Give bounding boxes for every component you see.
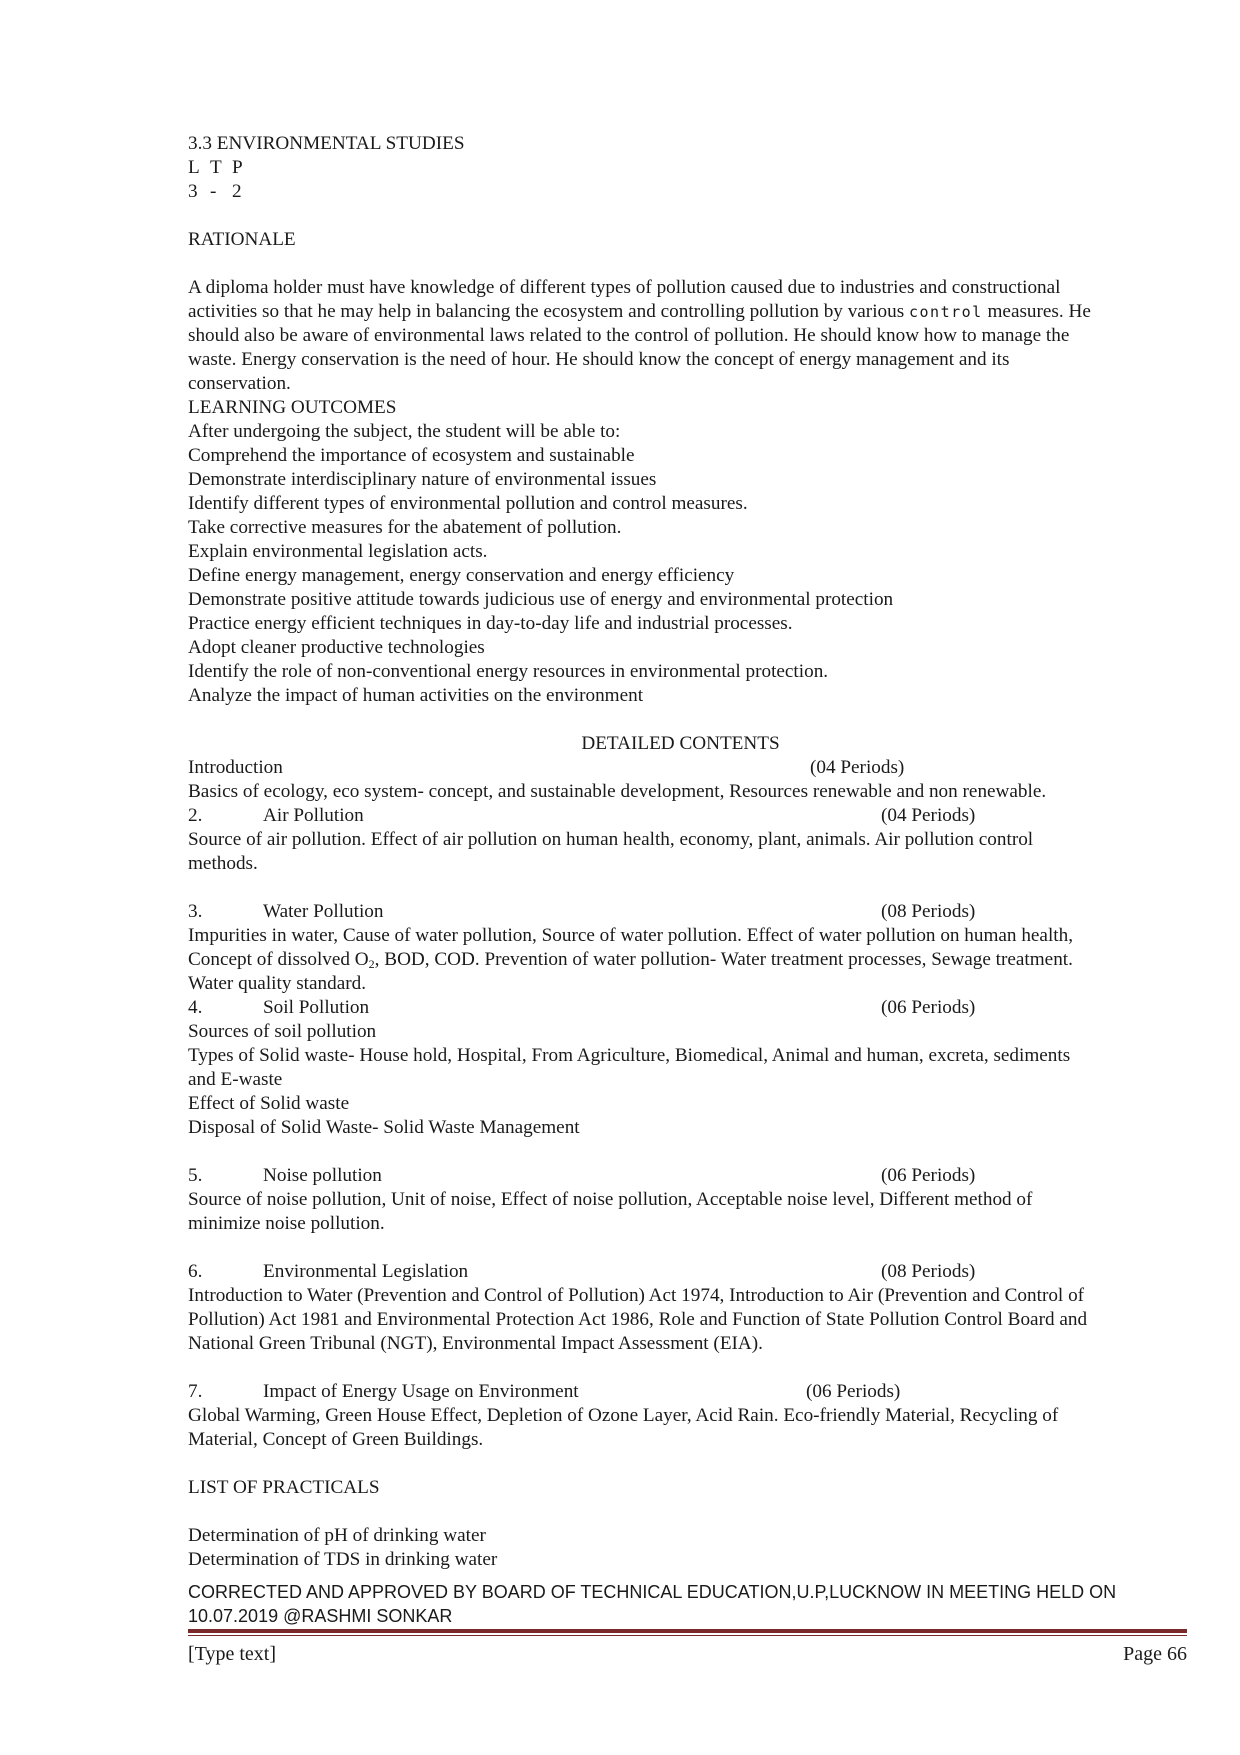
section-periods: (06 Periods) — [806, 1381, 901, 1402]
rationale-line: waste. Energy conservation is the need of hour. He should know the concept of energy management and its — [188, 349, 1010, 370]
section-text: Impurities in water, Cause of water pollution, Source of water pollution. Effect of water pollution on human health, — [188, 925, 1074, 946]
section-number: 5. — [188, 1165, 203, 1186]
section-text — [188, 948, 1173, 972]
rationale-line: should also be aware of environmental laws related to the control of pollution. He should know how to manage the — [188, 325, 1070, 346]
section-periods: (08 Periods) — [881, 1261, 976, 1282]
rationale-line: conservation. — [188, 373, 291, 394]
section-text: Introduction to Water (Prevention and Control of Pollution) Act 1974, Introduction to Air (Prevention and Control of — [188, 1285, 1085, 1306]
section-number: 3. — [188, 901, 203, 922]
practical-item: Determination of TDS in drinking water — [188, 1549, 498, 1570]
section-header-introduction — [188, 756, 1173, 780]
approval-note — [188, 1580, 1188, 1628]
section-header-noise-pollution — [188, 1164, 1173, 1188]
outcome-item: Take corrective measures for the abatement of pollution. — [188, 517, 622, 538]
section-text: Pollution) Act 1981 and Environmental Protection Act 1986, Role and Function of State Pollution Control Board and — [188, 1309, 1088, 1330]
section-text: National Green Tribunal (NGT), Environmental Impact Assessment (EIA). — [188, 1333, 763, 1354]
section-header-water-pollution — [188, 900, 1173, 924]
subscript: 2 — [368, 957, 375, 971]
section-periods: (06 Periods) — [881, 997, 976, 1018]
footer-rule-thick — [188, 1629, 1187, 1633]
section-periods: (08 Periods) — [881, 901, 976, 922]
section-title: Soil Pollution — [263, 997, 370, 1018]
ltp-label-p: P — [232, 157, 243, 178]
section-text: Source of noise pollution, Unit of noise, Effect of noise pollution, Acceptable noise level, Different method of — [188, 1189, 1033, 1210]
outcome-item: Explain environmental legislation acts. — [188, 541, 488, 562]
ltp-labels — [188, 156, 1173, 180]
rationale-heading: RATIONALE — [188, 229, 296, 250]
page-content — [188, 132, 1173, 1572]
ltp-values — [188, 180, 1173, 204]
section-header-environmental-legislation — [188, 1260, 1173, 1284]
section-text: Types of Solid waste- House hold, Hospital, From Agriculture, Biomedical, Animal and human, excreta, sediments — [188, 1045, 1071, 1066]
practicals-heading: LIST OF PRACTICALS — [188, 1477, 380, 1498]
section-header-air-pollution — [188, 804, 1173, 828]
section-text: Global Warming, Green House Effect, Depletion of Ozone Layer, Acid Rain. Eco-friendly Material, Recycling of — [188, 1405, 1059, 1426]
section-text: Sources of soil pollution — [188, 1021, 377, 1042]
section-text: methods. — [188, 853, 258, 874]
approval-note-line: 10.07.2019 @RASHMI SONKAR — [188, 1606, 453, 1626]
outcome-item: Define energy management, energy conservation and energy efficiency — [188, 565, 735, 586]
ltp-value-p: 2 — [232, 181, 242, 202]
outcome-item: Adopt cleaner productive technologies — [188, 637, 485, 658]
section-text: Material, Concept of Green Buildings. — [188, 1429, 484, 1450]
section-title: Impact of Energy Usage on Environment — [263, 1381, 579, 1402]
course-title: 3.3 ENVIRONMENTAL STUDIES — [188, 133, 465, 154]
footer-rule-thin — [188, 1635, 1187, 1636]
ltp-label-t: T — [210, 157, 222, 178]
section-text: and E-waste — [188, 1069, 283, 1090]
section-header-energy-impact — [188, 1380, 1173, 1404]
section-text: Water quality standard. — [188, 973, 367, 994]
section-text: Disposal of Solid Waste- Solid Waste Management — [188, 1117, 580, 1138]
section-periods: (04 Periods) — [881, 805, 976, 826]
section-title: Water Pollution — [263, 901, 384, 922]
practical-item: Determination of pH of drinking water — [188, 1525, 486, 1546]
section-periods: (06 Periods) — [881, 1165, 976, 1186]
footer-placeholder-text: [Type text] — [188, 1643, 277, 1665]
rationale-line: A diploma holder must have knowledge of different types of pollution caused due to industries and constructional — [188, 277, 1061, 298]
outcome-item: Demonstrate positive attitude towards judicious use of energy and environmental protection — [188, 589, 894, 610]
outcome-item: Identify different types of environmental pollution and control measures. — [188, 493, 748, 514]
section-number: 2. — [188, 805, 203, 826]
rationale-text: activities so that he may help in balancing the ecosystem and controlling pollution by various — [188, 301, 909, 322]
ltp-label-l: L — [188, 157, 200, 178]
section-text: Source of air pollution. Effect of air pollution on human health, economy, plant, animals. Air pollution control — [188, 829, 1034, 850]
section-title: Air Pollution — [263, 805, 364, 826]
outcome-item: Practice energy efficient techniques in day-to-day life and industrial processes. — [188, 613, 793, 634]
section-title: Noise pollution — [263, 1165, 382, 1186]
section-number: 6. — [188, 1261, 203, 1282]
section-number: 4. — [188, 997, 203, 1018]
outcome-item: Demonstrate interdisciplinary nature of environmental issues — [188, 469, 657, 490]
ltp-value-l: 3 — [188, 181, 198, 202]
section-title: Introduction — [188, 757, 283, 778]
section-text-part: Concept of dissolved O — [188, 949, 369, 970]
section-header-soil-pollution — [188, 996, 1173, 1020]
outcomes-heading: LEARNING OUTCOMES — [188, 397, 397, 418]
section-periods: (04 Periods) — [810, 757, 905, 778]
section-text: Basics of ecology, eco system- concept, and sustainable development, Resources renewable and non renewable. — [188, 781, 1047, 802]
section-text: Effect of Solid waste — [188, 1093, 350, 1114]
ltp-value-t: - — [210, 181, 217, 202]
section-number: 7. — [188, 1381, 203, 1402]
outcome-item: Analyze the impact of human activities on the environment — [188, 685, 644, 706]
rationale-text: measures. He — [982, 301, 1091, 322]
section-title: Environmental Legislation — [263, 1261, 469, 1282]
contents-heading: DETAILED CONTENTS — [581, 733, 780, 754]
outcome-item: Comprehend the importance of ecosystem and sustainable — [188, 445, 635, 466]
section-text: minimize noise pollution. — [188, 1213, 385, 1234]
rationale-line — [188, 300, 1173, 324]
outcomes-intro: After undergoing the subject, the student will be able to: — [188, 421, 621, 442]
rationale-text-spaced: control — [908, 303, 983, 321]
outcome-item: Identify the role of non-conventional energy resources in environmental protection. — [188, 661, 829, 682]
section-text-part: , BOD, COD. Prevention of water pollution- Water treatment processes, Sewage treatment. — [374, 949, 1073, 970]
page-number: Page 66 — [1123, 1643, 1187, 1665]
approval-note-line: CORRECTED AND APPROVED BY BOARD OF TECHNICAL EDUCATION,U.P,LUCKNOW IN MEETING HELD ON — [188, 1582, 1117, 1602]
